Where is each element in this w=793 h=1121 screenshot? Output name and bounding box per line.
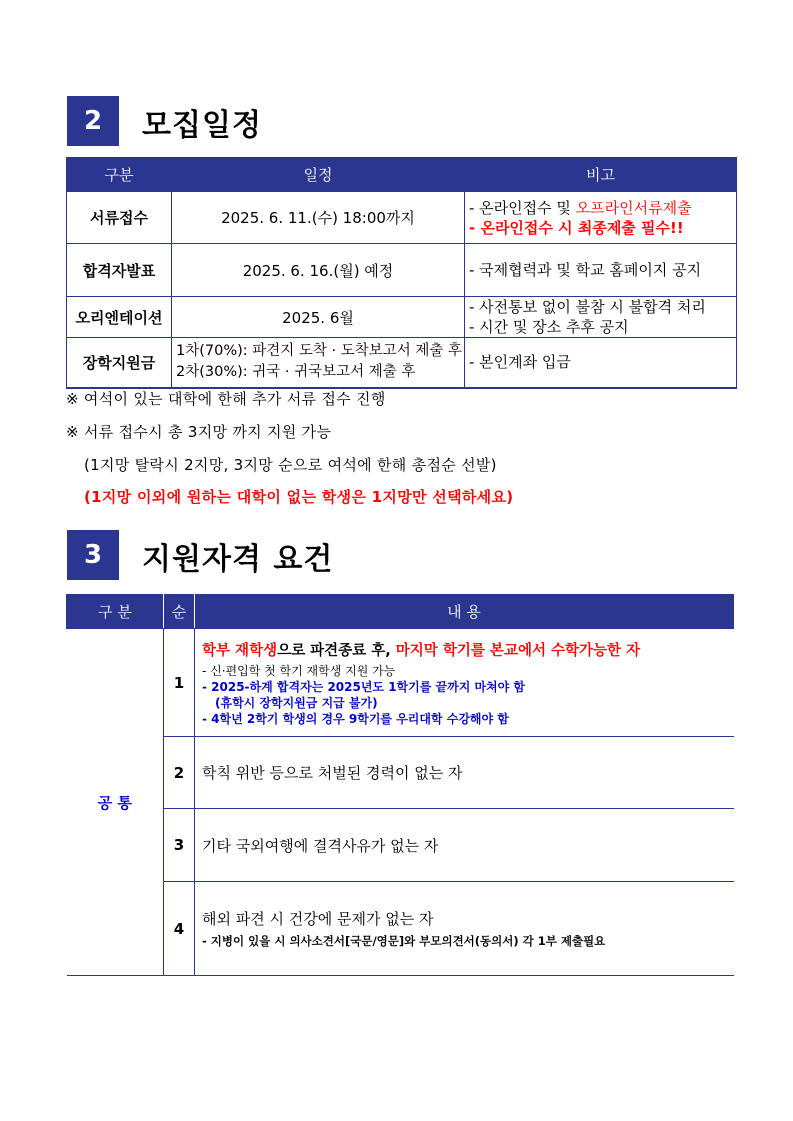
row-schedule: 2025. 6. 16.(월) 예정 [172, 244, 465, 297]
note-warning: - 온라인접수 시 최종제출 필수!! [469, 218, 684, 237]
note-line-important: (1지망 이외에 원하는 대학이 없는 학생은 1지망만 선택하세요) [84, 488, 514, 506]
section-number: 2 [67, 96, 119, 146]
section-title: 모집일정 [142, 108, 262, 143]
row-note [465, 244, 737, 297]
note-text: - 본인계좌 입금 [469, 353, 571, 372]
item-number: 3 [164, 809, 195, 882]
table-row [67, 192, 737, 244]
schedule-table [66, 157, 737, 389]
table-row [67, 244, 737, 297]
item-text: 학칙 위반 등으로 처벌된 경력이 없는 자 [202, 764, 463, 782]
schedule-line: 1차(70%): 파견지 도착 · 도착보고서 제출 후 [176, 343, 463, 360]
row-schedule [172, 338, 465, 388]
column-header: 구분 [67, 158, 172, 192]
note-text: - 온라인접수 및 [469, 198, 576, 217]
table-row [67, 882, 734, 976]
section-number: 3 [67, 530, 119, 580]
item-content [195, 882, 734, 976]
item-sub: - 4학년 2학기 학생의 경우 9학기를 우리대학 수강해야 함 [202, 711, 509, 726]
item-highlight: 마지막 학기를 본교에서 수학가능한 자 [395, 642, 641, 659]
item-number: 1 [164, 629, 195, 737]
note-text: - 시간 및 장소 추후 공지 [469, 318, 629, 336]
item-content [195, 629, 734, 737]
row-category: 서류접수 [67, 192, 172, 244]
row-note [465, 192, 737, 244]
item-content [195, 809, 734, 882]
group-label: 공 통 [67, 629, 164, 976]
note-line: ※ 서류 접수시 총 3지망 까지 지원 가능 [66, 423, 332, 441]
row-schedule: 2025. 6월 [172, 297, 465, 338]
row-category: 장학지원금 [67, 338, 172, 388]
note-line: (1지망 탈락시 2지망, 3지망 순으로 여석에 한해 총점순 선발) [84, 456, 497, 474]
column-header: 구 분 [67, 595, 164, 629]
item-sub: (휴학시 장학지원금 지급 불가) [215, 695, 378, 710]
column-header: 비고 [465, 158, 737, 192]
table-row [67, 629, 734, 737]
item-text: 으로 파견종료 후, [277, 642, 396, 659]
item-number: 2 [164, 737, 195, 809]
table-row [67, 737, 734, 809]
item-highlight: 학부 재학생 [202, 642, 278, 659]
table-row [67, 809, 734, 882]
item-sub: - 신·편입학 첫 학기 재학생 지원 가능 [202, 663, 396, 678]
item-sub: - 2025-하계 합격자는 2025년도 1학기를 끝까지 마쳐야 함 [202, 679, 526, 694]
column-header: 순 [164, 595, 195, 629]
note-text: - 국제협력과 및 학교 홈페이지 공지 [469, 261, 702, 279]
column-header: 일정 [172, 158, 465, 192]
item-sub: - 지병이 있을 시 의사소견서[국문/영문]와 부모의견서(동의서) 각 1부 제출필요 [202, 934, 606, 948]
row-note [465, 297, 737, 338]
eligibility-table [66, 594, 734, 976]
item-content [195, 737, 734, 809]
item-text: 해외 파견 시 건강에 문제가 없는 자 [202, 910, 434, 928]
item-text: 기타 국외여행에 결격사유가 없는 자 [202, 836, 439, 855]
note-highlight: 오프라인서류제출 [575, 198, 692, 217]
note-line: ※ 여석이 있는 대학에 한해 추가 서류 접수 진행 [66, 390, 386, 408]
table-row [67, 297, 737, 338]
row-category: 오리엔테이션 [67, 297, 172, 338]
row-category: 합격자발표 [67, 244, 172, 297]
section-title: 지원자격 요건 [142, 542, 334, 577]
table-row [67, 338, 737, 388]
item-number: 4 [164, 882, 195, 976]
schedule-line: 2차(30%): 귀국 · 귀국보고서 제출 후 [176, 364, 416, 381]
note-text: - 사전통보 없이 불참 시 불합격 처리 [469, 298, 706, 316]
row-note [465, 338, 737, 388]
row-schedule: 2025. 6. 11.(수) 18:00까지 [172, 192, 465, 244]
column-header: 내 용 [195, 595, 734, 629]
